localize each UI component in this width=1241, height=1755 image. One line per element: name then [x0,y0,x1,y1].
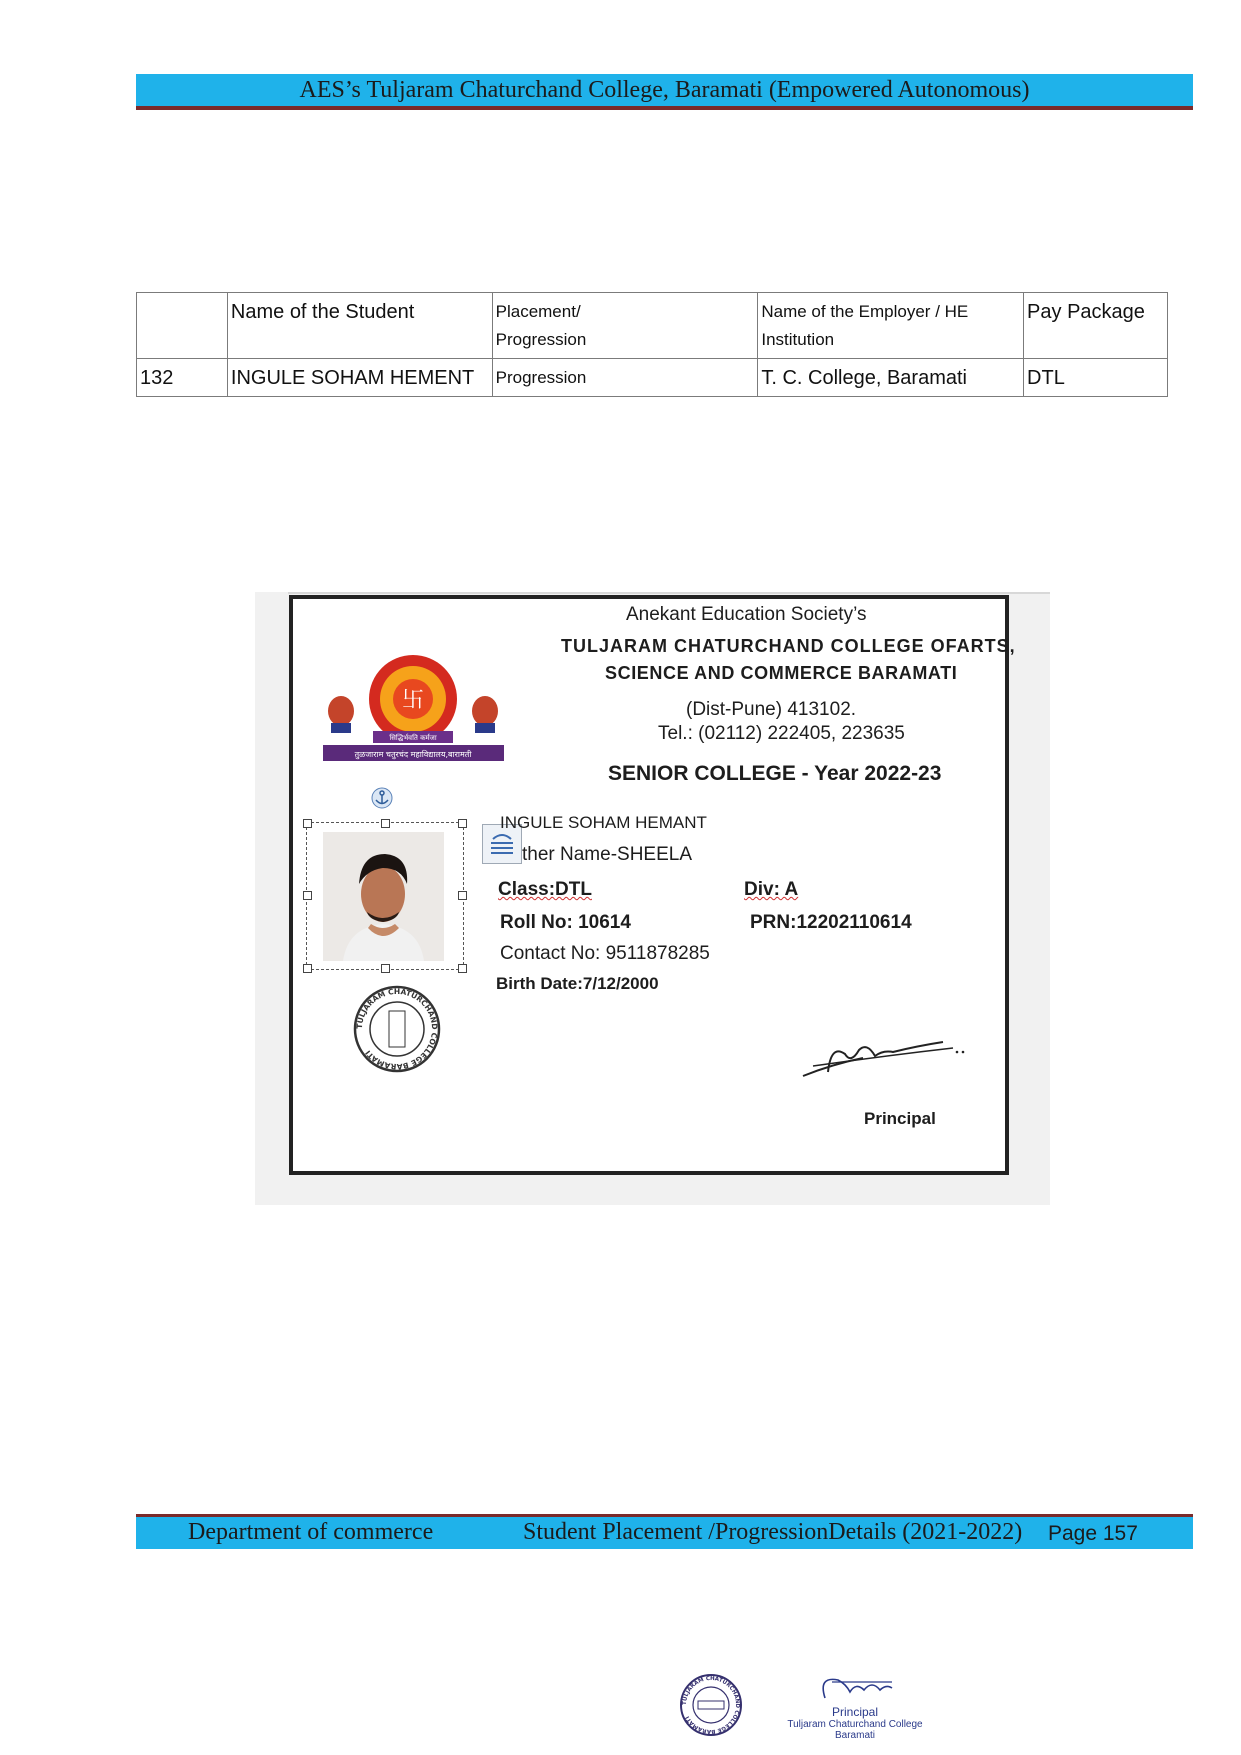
header-cell-placement [492,293,758,359]
principal-signature [793,1024,993,1094]
college-logo [321,647,506,767]
attestation-signature-block [780,1670,930,1750]
card-student-name: INGULE SOHAM HEMANT [500,813,707,832]
seal-text: TULJARAM CHATURCHAND COLLEGE BARAMATI [354,986,440,1072]
student-photo [323,832,444,961]
id-card [289,595,1016,1175]
header-cell-employer [758,293,1024,359]
attestation-line3: Baramati [834,1730,875,1741]
attestation-seal [678,1672,744,1738]
logo-banner-text: सिद्धिर्भवति कर्मजा [389,734,437,742]
header-band [136,74,1193,110]
card-college-line1: TULJARAM CHATURCHAND COLLEGE OFARTS, [561,636,1016,656]
footer-band [136,1514,1193,1549]
table-header-row [137,293,1168,359]
attestation-line2: Tuljaram Chaturchand College [787,1719,923,1730]
resize-handle[interactable] [458,819,467,828]
footer-page: Page 157 [1048,1522,1138,1545]
cell-employer: T. C. College, Baramati [758,359,1024,397]
cell-placement: Progression [492,359,758,397]
header-cell-name: Name of the Student [227,293,492,359]
cell-name: INGULE SOHAM HEMENT [227,359,492,397]
attestation-signature [780,1670,930,1704]
card-roll: Roll No: 10614 [500,912,631,933]
logo-text: तुळजाराम चतुरचंद महाविद्यालय,बारामती [354,750,472,759]
card-dist: (Dist-Pune) 413102. [686,699,857,720]
card-birth: Birth Date:7/12/2000 [496,974,659,993]
footer-details: Student Placement /ProgressionDetails (2021-2022) [523,1519,1023,1545]
header-employer-line1: Name of the Employer / HE [761,302,969,321]
resize-handle[interactable] [458,891,467,900]
card-contact: Contact No: 9511878285 [500,943,710,964]
resize-handle[interactable] [303,891,312,900]
resize-handle[interactable] [303,819,312,828]
resize-handle[interactable] [381,819,390,828]
cell-package: DTL [1024,359,1168,397]
card-tel: Tel.: (02112) 222405, 223635 [658,723,905,744]
card-div: Div: A [744,879,799,900]
svg-text:TULJARAM CHATURCHAND COLLEGE B [355,987,439,1071]
footer-department: Department of commerce [188,1519,434,1545]
cell-sr: 132 [137,359,228,397]
placement-table [136,292,1168,397]
card-mother-name: ther Name-SHEELA [522,844,693,865]
anchor-icon[interactable] [371,787,393,813]
card-society: Anekant Education Society’s [626,604,867,625]
header-placement-line1: Placement/ [495,302,581,321]
card-prn: PRN:12202110614 [750,912,912,933]
svg-text:TULJARAM CHATURCHAND COLLEGE B [682,1676,740,1734]
header-title: AES’s Tuljaram Chaturchand College, Baramati (Empowered Autonomous) [299,76,1030,103]
resize-handle[interactable] [303,964,312,973]
table-row [137,359,1168,397]
card-year: SENIOR COLLEGE - Year 2022-23 [608,762,942,785]
frame-top-line [288,592,1050,594]
card-class: Class:DTL [498,879,592,900]
card-college-line2: SCIENCE AND COMMERCE BARAMATI [605,663,958,683]
header-cell-sr [137,293,228,359]
svg-text:卐: 卐 [401,688,425,713]
college-seal [348,982,446,1076]
attestation-seal-text: TULJARAM CHATURCHAND COLLEGE BARAMATI [681,1675,741,1735]
header-employer-line2: Institution [761,330,835,349]
resize-handle[interactable] [381,964,390,973]
header-placement-line2: Progression [495,330,587,349]
card-principal: Principal [864,1109,936,1128]
header-cell-package: Pay Package [1024,293,1168,359]
resize-handle[interactable] [458,964,467,973]
attestation-line1: Principal [831,1705,879,1719]
